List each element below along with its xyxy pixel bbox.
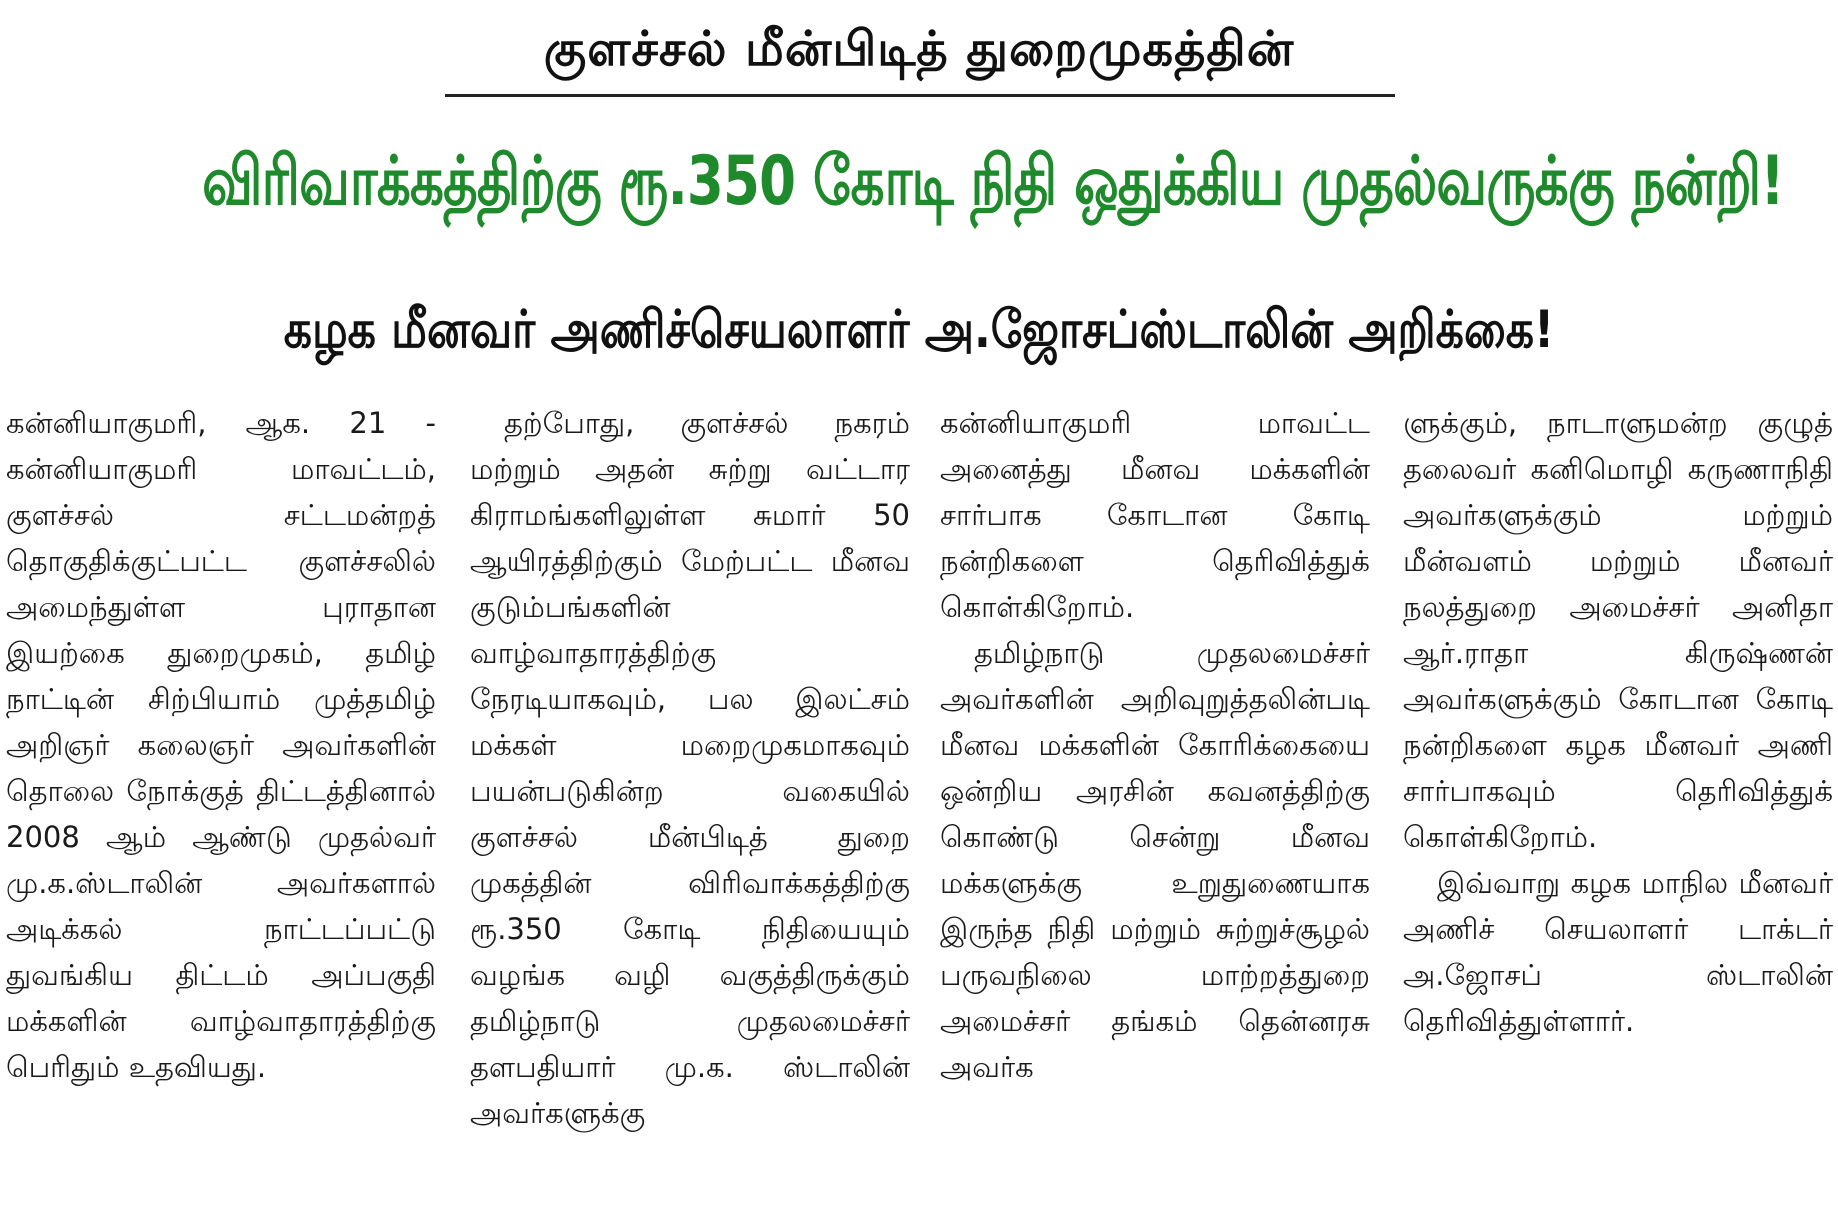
main-headline: விரிவாக்கத்திற்கு ரூ.350 கோடி நிதி ஒதுக்கிய முதல்வருக்கு நன்றி! [202,142,1784,221]
sub-headline: கழக மீனவர் அணிச்செயலாளர் அ.ஜோசப்ஸ்டாலின் அறிக்கை! [283,300,1555,360]
article-column-2 [470,400,910,1200]
column-4-paragraph-1: ளுக்கும், நாடாளுமன்ற குழுத் தலைவர் கனிமொழி கருணாநிதி அவர்களுக்கும் மற்றும் மீன்வளம் மற்றும் மீனவர் நலத்துறை அமைச்சர் அனிதா ஆர்.ராதா கிருஷ்ணன் அவர்களுக்கும் கோடான கோடி நன்றிகளை கழக மீனவர் அணி சார்பாகவும் தெரிவித்துக் கொள்கிறோம். [1403,406,1833,854]
kicker-underline [445,94,1395,97]
article-column-3 [940,400,1370,1200]
column-3-paragraph-2: தமிழ்நாடு முதலமைச்சர் அவர்களின் அறிவுறுத்தலின்படி மீனவ மக்களின் கோரிக்கையை ஒன்றிய அரசின் கவனத்திற்கு கொண்டு சென்று மீனவ மக்களுக்கு உறுதுணையாக இருந்த நிதி மற்றும் சுற்றுச்சூழல் பருவநிலை மாற்றத்துறை அமைச்சர் தங்கம் தென்னரசு அவர்க [940,636,1370,1084]
column-3-paragraph-1: கன்னியாகுமரி மாவட்ட அனைத்து மீனவ மக்களின் சார்பாக கோடான கோடி நன்றிகளை தெரிவித்துக் கொள்கிறோம். [940,406,1370,624]
column-4-paragraph-2: இவ்வாறு கழக மாநில மீனவர் அணிச் செயலாளர் டாக்டர் அ.ஜோசப் ஸ்டாலின் தெரிவித்துள்ளார். [1403,866,1833,1038]
kicker-heading: குளச்சல் மீன்பிடித் துறைமுகத்தின் [543,21,1295,77]
column-1-paragraph-1: கன்னியாகுமரி, ஆக. 21 - கன்னியாகுமரி மாவட்டம், குளச்சல் சட்டமன்றத் தொகுதிக்குட்பட்ட குளச்சலில் அமைந்துள்ள புராதான இயற்கை துறைமுகம், தமிழ் நாட்டின் சிற்பியாம் முத்தமிழ் அறிஞர் கலைஞர் அவர்களின் தொலை நோக்குத் திட்டத்தினால் 2008 ஆம் ஆண்டு முதல்வர் மு.க.ஸ்டாலின் அவர்களால் அடிக்கல் நாட்டப்பட்டு துவங்கிய திட்டம் அப்பகுதி மக்களின் வாழ்வாதாரத்திற்கு பெரிதும் உதவியது. [6,406,436,1084]
article-column-4 [1403,400,1833,1200]
column-2-paragraph-1: தற்போது, குளச்சல் நகரம் மற்றும் அதன் சுற்று வட்டார கிராமங்களிலுள்ள சுமார் 50 ஆயிரத்திற்கும் மேற்பட்ட மீனவ குடும்பங்களின் வாழ்வாதாரத்திற்கு நேரடியாகவும், பல இலட்சம் மக்கள் மறைமுகமாகவும் பயன்படுகின்ற வகையில் குளச்சல் மீன்பிடித் துறை முகத்தின் விரிவாக்கத்திற்கு ரூ.350 கோடி நிதியையும் வழங்க வழி வகுத்திருக்கும் தமிழ்நாடு முதலமைச்சர் தளபதியார் மு.க. ஸ்டாலின் அவர்களுக்கு [470,406,910,1130]
article-column-1 [6,400,436,1200]
